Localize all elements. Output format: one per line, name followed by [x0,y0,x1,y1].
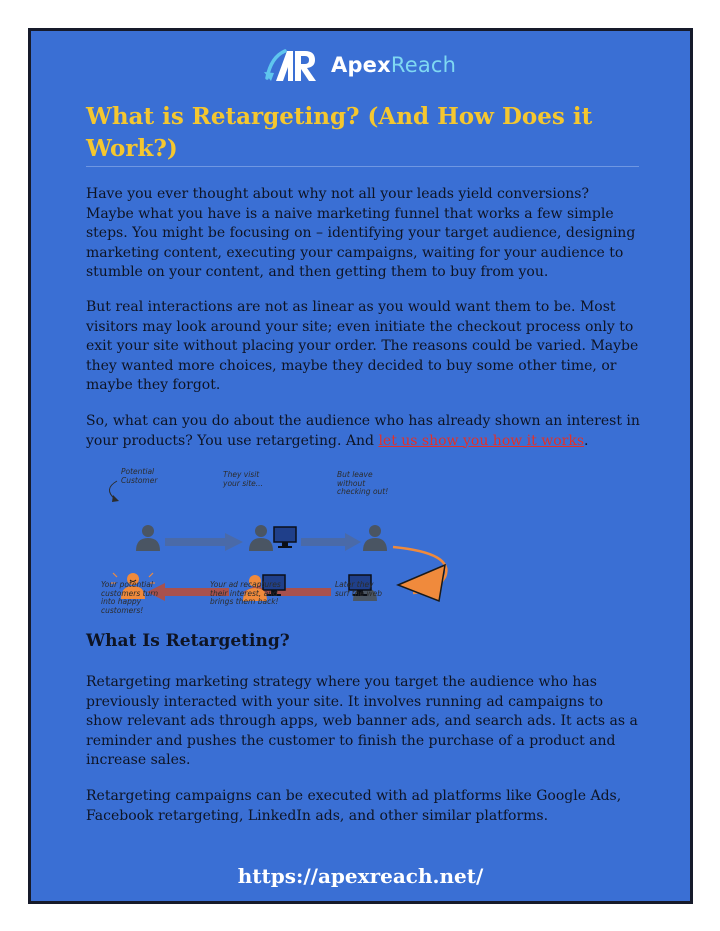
intro-paragraph-3-end: . [584,432,589,449]
visitor-person-icon [249,525,273,551]
caption-surf-web: Later they surf the web [335,580,382,598]
document-page [28,28,693,904]
brand-logo[interactable] [263,43,473,87]
retargeting-diagram [93,465,453,615]
section-heading: What Is Retargeting? [86,631,290,651]
intro-paragraph-2: But real interactions are not as linear as you would want them to be. Most visitors may look around your site; even initiate the checkout process only to exit your site without placing your order. The reasons could be varied. Maybe they wanted more choices, maybe they decided to buy some other time, or maybe they forgot. [86,299,639,394]
arrow-right-icon-1 [165,533,243,551]
leaving-person-icon [363,525,387,551]
caption-visit-site: They visit your site... [223,470,263,488]
brand-name-reach: Reach [390,53,457,77]
visitor-computer-icon [274,527,296,548]
title-divider [86,166,639,167]
intro-paragraph-3 [86,412,641,451]
brand-name [331,53,456,77]
caption-leave: But leave without checking out! [337,470,389,496]
brand-name-apex: Apex [331,53,391,77]
arrow-right-icon-2 [301,533,361,551]
footer-url[interactable]: https://apexreach.net/ [237,864,484,888]
page-title: What is Retargeting? (And How Does it Work?) [86,103,593,162]
loop-arrow-head-icon [398,565,445,601]
how-it-works-link[interactable]: let us show you how it works [378,432,585,449]
caption-potential-customer: Potential Customer [121,467,158,485]
caption-ad-recaptures: Your ad recaptures their interest, and brings them back! [210,580,281,606]
section-paragraph-2: Retargeting campaigns can be executed with ad platforms like Google Ads, Facebook retargeting, LinkedIn ads, and other similar platforms. [86,788,622,824]
caption-happy-customers: Your potential customers turn into happy customers! [101,580,159,615]
section-paragraph-1: Retargeting marketing strategy where you target the audience who has previously interacted with your site. It involves running ad campaigns to show relevant ads through apps, web banner ads, and search ads. It acts as a reminder and pushes the customer to finish the purchase of a product and increase sales. [86,674,638,769]
intro-paragraph-1: Have you ever thought about why not all your leads yield conversions? Maybe what you have is a naive marketing funnel that works a few simple steps. You might be focusing on – identifying your target audience, designing marketing content, executing your campaigns, waiting for your audience to stumble on your content, and then getting them to buy from you. [86,186,636,281]
potential-customer-person-icon [136,525,160,551]
caption-pointer-head-icon [112,495,119,502]
ar-monogram-logo-icon [263,45,325,85]
intro-paragraph-3-text: So, what can you do about the audience who has already shown an interest in your products? You use retargeting. And [86,413,640,449]
